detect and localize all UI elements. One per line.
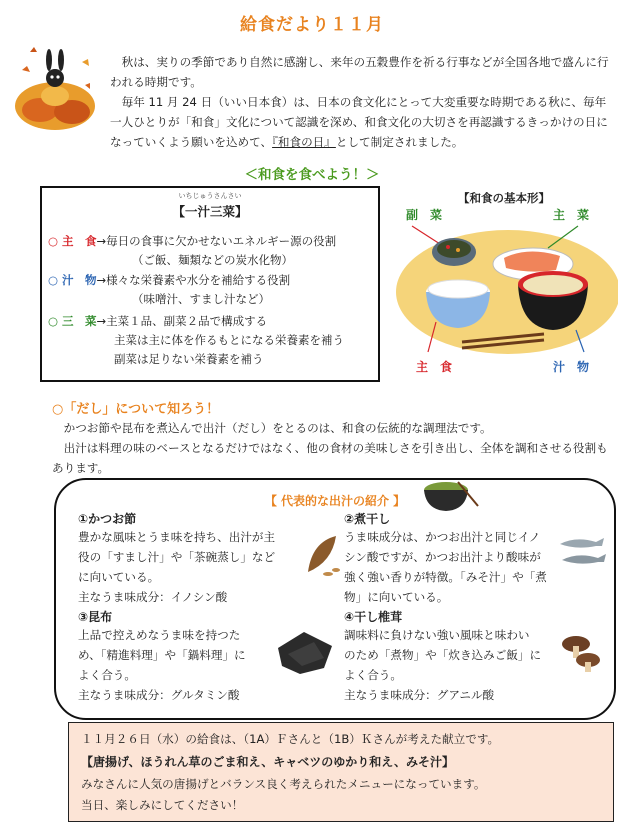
shushoku-row [48,232,374,251]
circle-mark: ○ [48,273,59,287]
shiitake-title: ④干し椎茸 [344,610,403,624]
dashi-heading: ○「だし」について知ろう！ [52,402,220,417]
dashi-box-title: 【 代表的な出汁の紹介 】 [264,494,406,508]
kombu-line: よく合う。 [78,668,136,682]
washoku-day-label: 『和食の日』 [272,135,336,149]
ichiju-sansai-box [40,186,380,382]
menu-date-text: １１月２６日（水）の給食は、（1A）Ｆさんと（1B）Ｋさんが考えた献立です。 [81,732,500,746]
intro-p2-end: として制定されました。 [335,135,464,149]
niboshi-line: うま味成分は、かつお出汁と同じイノ [344,530,541,544]
shiitake-icon [558,630,604,676]
niboshi-icon [556,532,608,572]
dashi-paragraph-1: かつお節や昆布を煮込んで出汁（だし）をとるのは、和食の伝統的な調理法です。 [63,421,492,435]
menu-dishes: 【唐揚げ、ほうれん草のごま和え、キャベツのゆかり和え、みそ汁】 [81,755,454,769]
niboshi-line: 物」に向いている。 [344,590,449,604]
ichiju-title: 【一汁三菜】 [172,204,248,219]
basic-form-title: 【和食の基本形】 [458,191,550,205]
niboshi-title: ②煮干し [344,512,391,526]
circle-mark: ○ [48,314,59,328]
katsuobushi-line: 豊かな風味とうま味を持ち、出汁が主 [78,530,276,544]
sansai-row [48,312,374,331]
shushoku-desc: →毎日の食事に欠かせないエネルギー源の役割 [96,234,337,248]
shirumono-illus-label: 汁 物 [553,360,590,374]
shirumono-label: 汁 物 [62,273,97,287]
kombu-title: ③昆布 [78,610,113,624]
sansai-sub-1: 主菜は主に体を作るもとになる栄養素を補う [114,333,344,347]
circle-mark: ○ [48,234,59,248]
menu-announcement-box [68,722,614,822]
dashi-bowl-icon [418,476,480,514]
kombu-line: め、「精進料理」や「鍋料理」に [78,648,246,662]
fukusai-label: 副 菜 [406,208,443,222]
washoku-meal-illustration [388,222,618,362]
kombu-line: 上品で控えめなうま味を持つた [78,628,241,642]
shiitake-line: よく合う。 [344,668,402,682]
katsuobushi-title: ①かつお節 [78,512,137,526]
shiitake-item [344,608,580,705]
shushoku-illus-label: 主 食 [416,360,453,374]
shirumono-row [48,271,374,290]
menu-description: みなさんに人気の唐揚げとバランス良く考えられたメニューになっています。 [81,777,486,791]
washoku-heading: ＜和食を食べよう！＞ [244,167,380,183]
page-title: 給食だより１１月 [240,15,384,35]
katsuobushi-icon [302,532,342,580]
menu-closing: 当日、楽しみにしてください！ [81,798,244,812]
ichiju-ruby: いちじゅうさんさい [178,192,242,200]
dashi-intro-box [54,478,616,720]
shiitake-line: のため「煮物」や「炊き込みご飯」に [344,648,542,662]
niboshi-line: 強く強い香りが特徴。「みそ汁」や「煮 [344,570,547,584]
niboshi-item [344,510,580,607]
autumn-leaves-rabbit-illustration [10,40,100,132]
intro-p2-text: 毎年 11 月 24 日（いい日本食）は、日本の食文化にとって大変重要な時期である秋に、毎年一人ひとりが「和食」文化について認識を深め、和食文化の大切さを再認識するきっかけの日になっていくよう願いを込めて、 [110,95,608,149]
dashi-text [52,418,612,478]
sansai-label: 三 菜 [62,314,97,328]
shiitake-line: 調味料に負けない強い風味と味わい [344,628,530,642]
kombu-umami: 主なうま味成分：グルタミン酸 [78,688,240,702]
shiitake-umami: 主なうま味成分：グアニル酸 [344,688,495,702]
katsuobushi-item [78,510,308,607]
shushoku-label: 主 食 [62,234,97,248]
intro-text [110,52,610,152]
kombu-icon [274,628,336,678]
katsuobushi-line: 役の「すまし汁」や「茶碗蒸し」など [78,550,276,564]
shirumono-desc: →様々な栄養素や水分を補給する役割 [96,273,291,287]
sansai-sub-2: 副菜は足りない栄養素を補う [114,352,264,366]
niboshi-line: シン酸ですが、かつお出汁より酸味が [344,550,541,564]
katsuobushi-line: に向いている。 [78,570,160,584]
shushoku-sub: （ご飯、麺類などの炭水化物） [132,253,293,267]
intro-paragraph-1: 秋は、実りの季節であり自然に感謝し、来年の五穀豊作を祈る行事などが全国各地で盛んに行われる時期です。 [110,55,609,89]
katsuobushi-umami: 主なうま味成分：イノシン酸 [78,590,228,604]
intro-paragraph-2 [110,92,610,152]
sansai-desc: →主菜１品、副菜２品で構成する [96,314,268,328]
dashi-paragraph-2: 出汁は料理の味のベースとなるだけではなく、他の食材の美味しさを引き出し、全体を調和させる役割もあります。 [52,441,608,475]
shusai-label: 主 菜 [553,208,590,222]
shirumono-sub: （味噌汁、すまし汁など） [132,292,270,306]
